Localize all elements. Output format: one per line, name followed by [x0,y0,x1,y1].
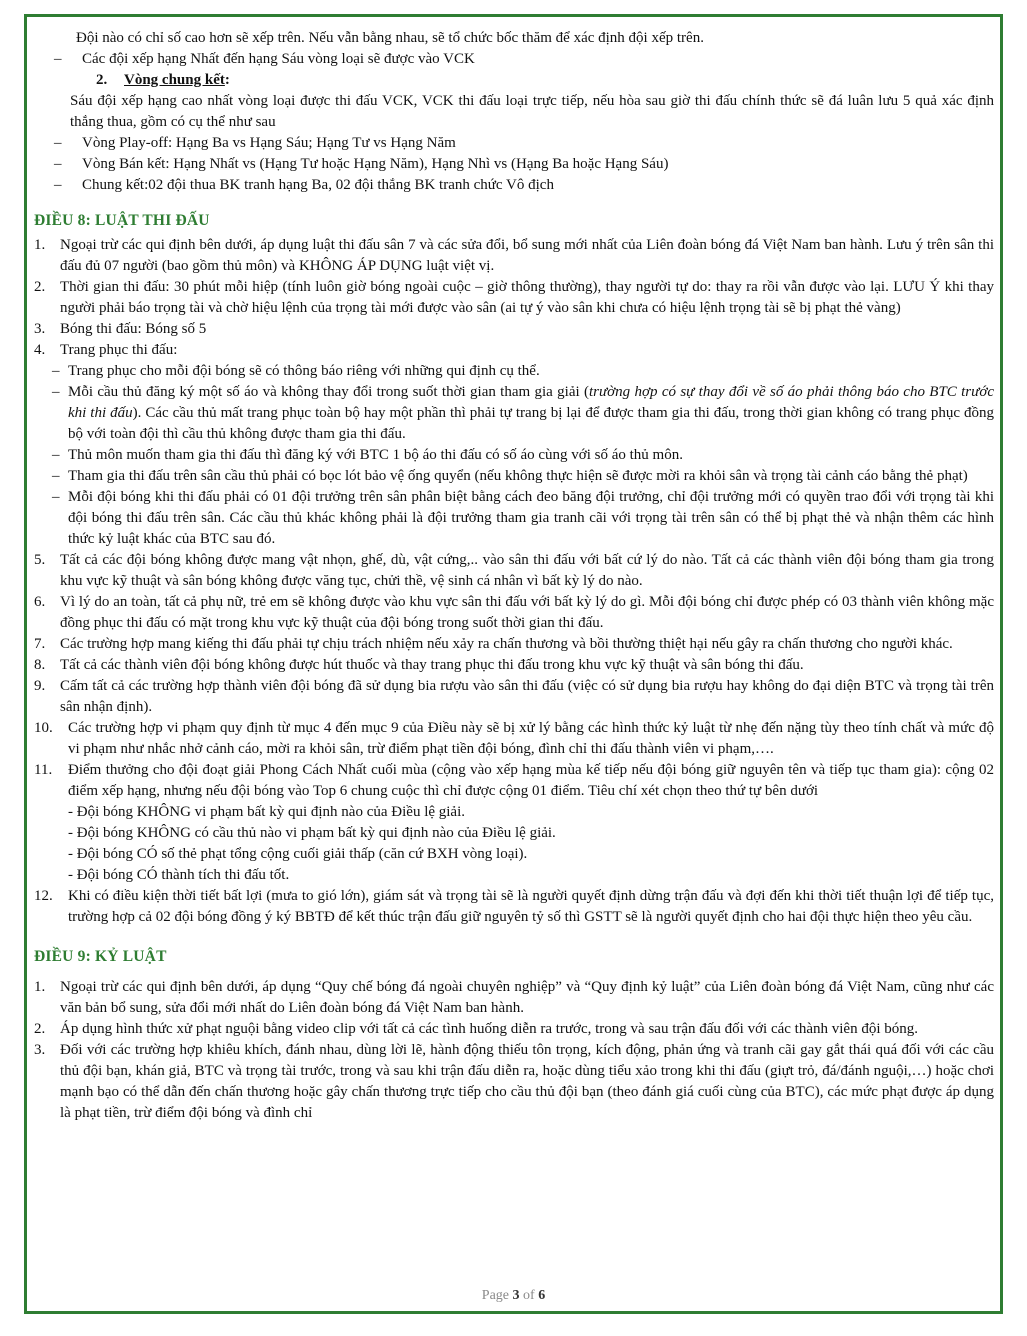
dash-item-text [68,382,994,445]
item-number: 1. [34,237,46,253]
article-8-item-7 [34,634,994,655]
item-text: Đối với các trường hợp khiêu khích, đánh nhau, dùng lời lẽ, hành động thiếu tôn trọng, kích động, phản ứng và tranh cãi gay gắt thái quá đối với các cầu thủ đội bạn, khán giả, BTC và trọng tài trước, trong và sau khi trận đấu diễn ra, hoặc dùng tiểu xảo trong khi thi đấu (giựt trỏ, đá/đánh nguội,…) hoặc chơi mạnh bạo có thể dẫn đến chấn thương hoặc gây chấn thương trực tiếp cho cầu thủ đội bạn (theo đánh giá cuối cùng của BTC), các mức phạt được áp dụng là phạt tiền, trừ điểm đội bóng và đình chỉ [60,1042,994,1121]
item-number: 4. [34,342,46,358]
item-text: Tất cả các thành viên đội bóng không được hút thuốc và thay trang phục thi đấu trong khu vực kỹ thuật và sân bóng thi đấu. [60,657,804,673]
dash: – [52,384,60,400]
italic-text: trường hợp có sự thay đổi về số áo phải thông báo cho BTC trước khi thi đấu [68,384,994,421]
dash: – [54,156,62,172]
dash: – [52,447,60,463]
item-number: 11. [34,762,53,778]
item-text: Trang phục thi đấu: [60,342,178,358]
text-run: Mỗi cầu thủ đăng ký một số áo và không thay đổi trong suốt thời gian tham gia giải ( [68,384,589,400]
article-8-item-9 [34,676,994,718]
item-text: Tất cả các đội bóng không được mang vật nhọn, ghế, dù, vật cứng,.. vào sân thi đấu với bất cứ lý do nào. Tất cả các thành viên đội bóng tham gia trong khu vực kỹ thuật và sân bóng không được văng tục, chửi thề, vệ sinh cá nhân vì bất kỳ lý do nào. [60,552,994,589]
article-8-item-1 [34,235,994,277]
article-8-item-3 [34,319,994,340]
criteria-item: - Đội bóng CÓ số thẻ phạt tổng cộng cuối giải thấp (căn cứ BXH vòng loại). [68,846,528,862]
paragraph: Đội nào có chỉ số cao hơn sẽ xếp trên. Nếu vẫn bằng nhau, sẽ tổ chức bốc thăm để xác định đội xếp trên. [76,30,704,46]
dash: – [52,489,60,505]
item-number: 3. [34,321,46,337]
article-8-item-6 [34,592,994,634]
item-text: Áp dụng hình thức xử phạt nguội bằng video clip với tất cả các tình huống diễn ra trước, trong và sau trận đấu đối với các thành viên đội bóng. [60,1021,918,1037]
item-number: 10. [34,720,53,736]
page-total: 6 [538,1288,546,1303]
item-number: 1. [34,979,46,995]
criteria-item: - Đội bóng CÓ thành tích thi đấu tốt. [68,867,290,883]
article-9-item-3 [34,1040,994,1124]
item-number: 9. [34,678,46,694]
dash: – [52,363,60,379]
document-body [34,28,994,1124]
list-item [34,154,994,175]
of-label: of [523,1288,535,1303]
item-text: Thời gian thi đấu: 30 phút mỗi hiệp (tính luôn giờ bóng ngoài cuộc – giờ thông thường), thay người tự do: thay ra rồi vẫn được vào lại. LƯU Ý khi thay người phải báo trọng tài và chờ hiệu lệnh của trọng tài mới được vào sân (ai tự ý vào sân khi chưa có hiệu lệnh trọng tài sẽ bị phạt thẻ vàng) [60,279,994,316]
subtitle-text: Vòng chung kết [124,72,225,88]
list-item [34,49,994,70]
item-text: Ngoại trừ các qui định bên dưới, áp dụng luật thi đấu sân 7 và các sửa đổi, bổ sung mới nhất của Liên đoàn bóng đá Việt Nam ban hành. Lưu ý trên sân thi đấu đủ 07 người (bao gồm thủ môn) và KHÔNG ÁP DỤNG luật việt vị. [60,237,994,274]
item-text: Vì lý do an toàn, tất cả phụ nữ, trẻ em sẽ không được vào khu vực sân thi đấu với bất kỳ lý do gì. Mỗi đội bóng chỉ được phép có 03 thành viên không mặc đồng phục thi đấu có mặt trong khu vực kỹ thuật của đội bóng trong suốt thời gian thi đấu. [60,594,994,631]
page-footer [0,1288,1027,1304]
criteria-item: - Đội bóng KHÔNG vi phạm bất kỳ qui định nào của Điều lệ giải. [68,804,466,820]
item-number: 8. [34,657,46,673]
article-8-item-11 [34,760,994,802]
list-item-text: Vòng Bán kết: Hạng Nhất vs (Hạng Tư hoặc Hạng Năm), Hạng Nhì vs (Hạng Ba hoặc Hạng Sáu) [82,156,669,172]
article-8-item-8 [34,655,994,676]
item-text: Ngoại trừ các qui định bên dưới, áp dụng “Quy chế bóng đá ngoài chuyên nghiệp” và “Quy định kỷ luật” của Liên đoàn bóng đá Việt Nam, cũng như các văn bản bổ sung, sửa đổi mới nhất do Liên đoàn bóng đá Việt Nam ban hành. [60,979,994,1016]
dash: – [54,177,62,193]
item-text: Bóng thi đấu: Bóng số 5 [60,321,207,337]
article-8-item-2 [34,277,994,319]
item-text: Các trường hợp vi phạm quy định từ mục 4 đến mục 9 của Điều này sẽ bị xử lý bằng các hình thức kỷ luật từ nhẹ đến nặng tùy theo tính chất và mức độ vi phạm như nhắc nhở cảnh cáo, mời ra khỏi sân, trừ điểm phạt tiền đội bóng, đình chỉ thi đấu thành viên vi phạm,…. [68,720,994,757]
dash: – [54,51,62,67]
dash-item-text: Tham gia thi đấu trên sân cầu thủ phải có bọc lót bảo vệ ống quyển (nếu không thực hiện sẽ được mời ra khỏi sân và trọng tài cảnh cáo bằng thẻ phạt) [68,468,968,484]
list-item-text: Các đội xếp hạng Nhất đến hạng Sáu vòng loại sẽ được vào VCK [82,51,475,67]
page-number: 3 [512,1288,520,1303]
dash-item [34,361,994,382]
dash: – [52,468,60,484]
item-text: Điểm thưởng cho đội đoạt giải Phong Cách Nhất cuối mùa (cộng vào xếp hạng mùa kế tiếp nếu đội bóng giữ nguyên tên và tiếp tục tham gia): cộng 02 điểm xếp hạng, nhưng nếu đội bóng vào Top 6 chung cuộc thì chỉ được cộng 01 điểm. Tiêu chí xét chọn theo thứ tự bên dưới [68,762,994,799]
article-9-item-2 [34,1019,994,1040]
article-8-item-5 [34,550,994,592]
dash-item-text: Trang phục cho mỗi đội bóng sẽ có thông báo riêng với những qui định cụ thể. [68,363,540,379]
dash-item [34,487,994,550]
article-9-heading: ĐIỀU 9: KỶ LUẬT [34,948,167,965]
article-9-item-1 [34,977,994,1019]
item-number: 2. [34,279,46,295]
dash-item-text: Mỗi đội bóng khi thi đấu phải có 01 đội trưởng trên sân phân biệt bằng cách đeo băng đội trưởng, chỉ đội trưởng mới có quyền trao đổi với trọng tài khi đội bóng thi đấu trên sân. Các cầu thủ khác không phải là đội trưởng tham gia tranh cãi với trọng tài trên sân có thể bị phạt thẻ và nhận thêm các hình thức kỷ luật khác của BTC sau đó. [68,489,994,547]
item-text: Các trường hợp mang kiếng thi đấu phải tự chịu trách nhiệm nếu xảy ra chấn thương và bồi thường thiệt hại nếu gây ra chấn thương cho người khác. [60,636,953,652]
page-label: Page [481,1288,510,1303]
article-8-item-10 [34,718,994,760]
item-number: 7. [34,636,46,652]
list-item-text: Vòng Play-off: Hạng Ba vs Hạng Sáu; Hạng Tư vs Hạng Năm [82,135,456,151]
item-number: 5. [34,552,46,568]
paragraph: Sáu đội xếp hạng cao nhất vòng loại được thi đấu VCK, VCK thi đấu loại trực tiếp, nếu hòa sau giờ thi đấu chính thức sẽ đá luân lưu 5 quả xác định thắng thua, gồm có cụ thể như sau [70,93,994,130]
section-subtitle [34,70,994,91]
article-8-item-12 [34,886,994,928]
item-text: Cấm tất cả các trường hợp thành viên đội bóng đã sử dụng bia rượu vào sân thi đấu (việc có sử dụng bia rượu hay không do đại diện BTC và trọng tài trên sân nhận định). [60,678,994,715]
article-8-item-4 [34,340,994,361]
article-8-heading: ĐIỀU 8: LUẬT THI ĐẤU [34,212,210,229]
subtitle-colon: : [224,72,230,88]
dash: – [54,135,62,151]
item-number: 3. [34,1042,46,1058]
item-number: 2. [34,1021,46,1037]
dash-item [34,382,994,445]
dash-item [34,445,994,466]
list-item-text: Chung kết:02 đội thua BK tranh hạng Ba, 02 đội thắng BK tranh chức Vô địch [82,177,554,193]
dash-item [34,466,994,487]
text-run: ). Các cầu thủ mất trang phục toàn bộ hay một phần thì phải tự trang bị lại để được tham gia thi đấu, trong thời gian không có trang phục đồng bộ với toàn đội thì cầu thủ không được tham gia thi đấu. [68,405,994,442]
criteria-item: - Đội bóng KHÔNG có cầu thủ nào vi phạm bất kỳ qui định nào của Điều lệ giải. [68,825,556,841]
item-text: Khi có điều kiện thời tiết bất lợi (mưa to gió lớn), giám sát và trọng tài sẽ là người quyết định dừng trận đấu và đợi đến khi thời tiết thuận lợi để tiếp tục, trường hợp cả 02 đội bóng đồng ý ký BBTĐ để kết thúc trận đấu giữ nguyên tỷ số thì GSTT sẽ là người quyết định cho hai đội thực hiện theo yêu cầu. [68,888,994,925]
item-number: 12. [34,888,53,904]
list-item [34,133,994,154]
list-item [34,175,994,196]
subtitle-number: 2. [96,72,108,88]
dash-item-text: Thủ môn muốn tham gia thi đấu thì đăng ký với BTC 1 bộ áo thi đấu có số áo cùng với số áo thủ môn. [68,447,683,463]
item-number: 6. [34,594,46,610]
